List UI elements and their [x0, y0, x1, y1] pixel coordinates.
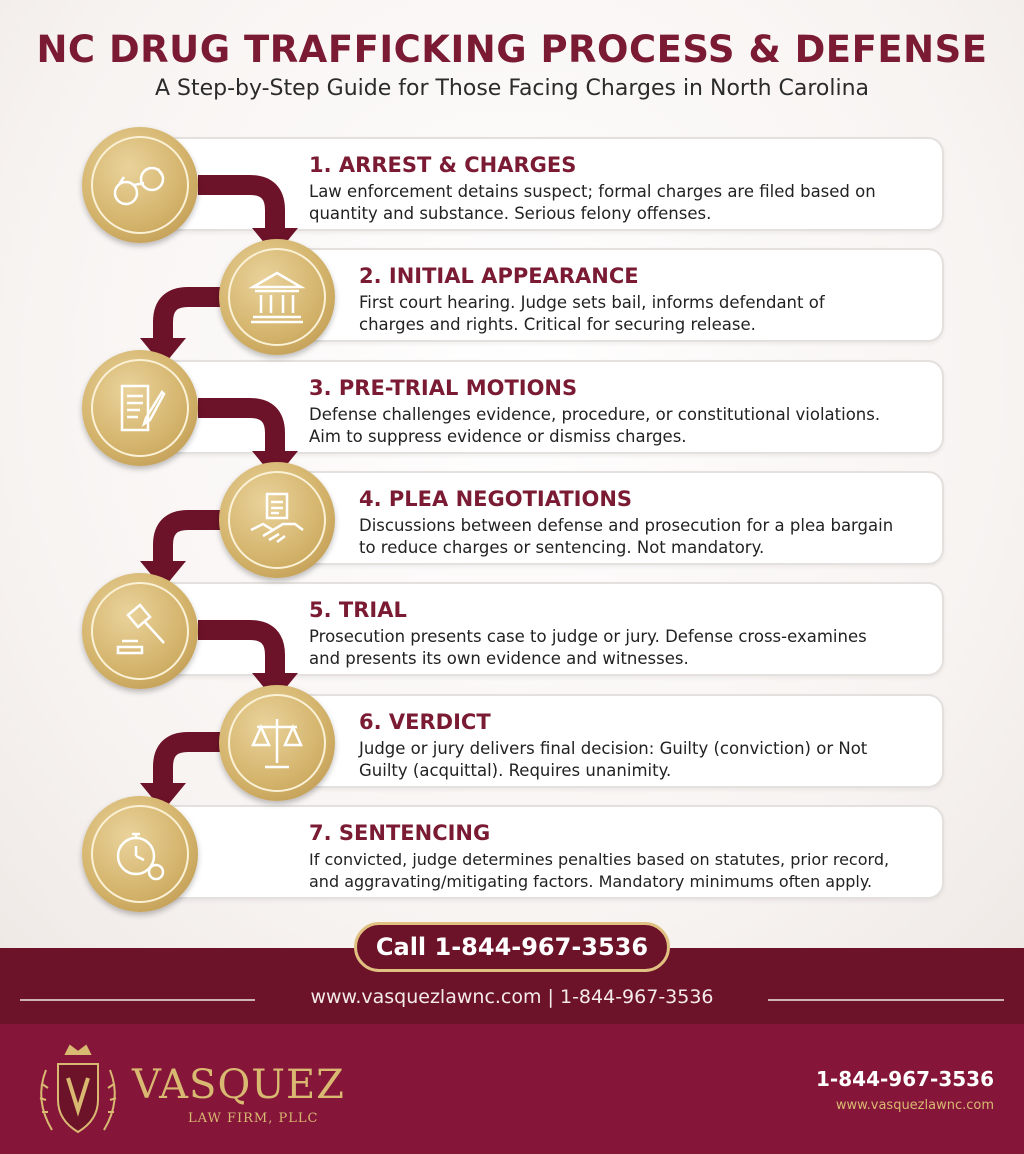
step-description-line: quantity and substance. Serious felony offenses. [309, 204, 712, 223]
step-title: 6. VERDICT [359, 710, 491, 734]
handshake-medallion [219, 462, 335, 578]
footer-links[interactable]: www.vasquezlawnc.com | 1-844-967-3536 [310, 986, 714, 1008]
gavel-icon [110, 601, 170, 661]
law-firm-logo-icon [28, 1040, 128, 1148]
step-title: 7. SENTENCING [309, 821, 491, 845]
step-description-line: If convicted, judge determines penalties based on statutes, prior record, [309, 850, 890, 869]
scales-medallion [219, 685, 335, 801]
step-description-line: and presents its own evidence and witnesses. [309, 649, 689, 668]
stopwatch-gear-icon [110, 824, 170, 884]
step-description-line: Judge or jury delivers final decision: Guilty (conviction) or Not [359, 739, 868, 758]
step-description [309, 849, 939, 893]
step-description [309, 181, 929, 225]
step-card-7 [150, 805, 944, 899]
step-description-line: charges and rights. Critical for securing release. [359, 315, 756, 334]
step-description-line: Law enforcement detains suspect; formal charges are filed based on [309, 182, 876, 201]
footer-url[interactable]: www.vasquezlawnc.com [835, 1098, 994, 1113]
gavel-medallion [82, 573, 198, 689]
step-title: 4. PLEA NEGOTIATIONS [359, 487, 633, 511]
law-firm-logo-name: VASQUEZ [132, 1062, 345, 1108]
step-description-line: Defense challenges evidence, procedure, or constitutional violations. [309, 405, 881, 424]
courthouse-medallion [219, 239, 335, 355]
stopwatch-medallion [82, 796, 198, 912]
footer-phone[interactable]: 1-844-967-3536 [816, 1067, 994, 1091]
step-description [359, 738, 939, 782]
handcuffs-medallion [82, 127, 198, 243]
page-title: NC DRUG TRAFFICKING PROCESS & DEFENSE [36, 28, 988, 71]
step-description [309, 404, 939, 448]
step-title: 2. INITIAL APPEARANCE [359, 264, 639, 288]
handcuffs-icon [110, 155, 170, 215]
step-card-3 [150, 360, 944, 454]
step-card-6 [270, 694, 944, 788]
scroll-quill-icon [110, 378, 170, 438]
step-description-line: and aggravating/mitigating factors. Mandatory minimums often apply. [309, 872, 873, 891]
handshake-document-icon [247, 490, 307, 550]
step-description-line: Discussions between defense and prosecution for a plea bargain [359, 516, 894, 535]
step-card-1 [150, 137, 944, 231]
step-description [359, 515, 939, 559]
step-card-2 [270, 248, 944, 342]
step-description [359, 292, 979, 336]
step-description [309, 626, 929, 670]
courthouse-icon [247, 267, 307, 327]
step-title: 3. PRE-TRIAL MOTIONS [309, 376, 578, 400]
step-description-line: Aim to suppress evidence or dismiss charges. [309, 427, 687, 446]
step-card-4 [270, 471, 944, 565]
step-title: 5. TRIAL [309, 598, 407, 622]
step-title: 1. ARREST & CHARGES [309, 153, 577, 177]
step-description-line: Prosecution presents case to judge or jury. Defense cross-examines [309, 627, 867, 646]
scroll-quill-medallion [82, 350, 198, 466]
step-description-line: to reduce charges or sentencing. Not mandatory. [359, 538, 765, 557]
law-firm-logo-subtitle: LAW FIRM, PLLC [188, 1111, 319, 1126]
call-button[interactable]: Call 1-844-967-3536 [354, 922, 670, 972]
step-description-line: Guilty (acquittal). Requires unanimity. [359, 761, 672, 780]
step-card-5 [150, 582, 944, 676]
page-subtitle: A Step-by-Step Guide for Those Facing Charges in North Carolina [154, 76, 870, 101]
scales-icon [247, 713, 307, 773]
step-description-line: First court hearing. Judge sets bail, informs defendant of [359, 293, 825, 312]
